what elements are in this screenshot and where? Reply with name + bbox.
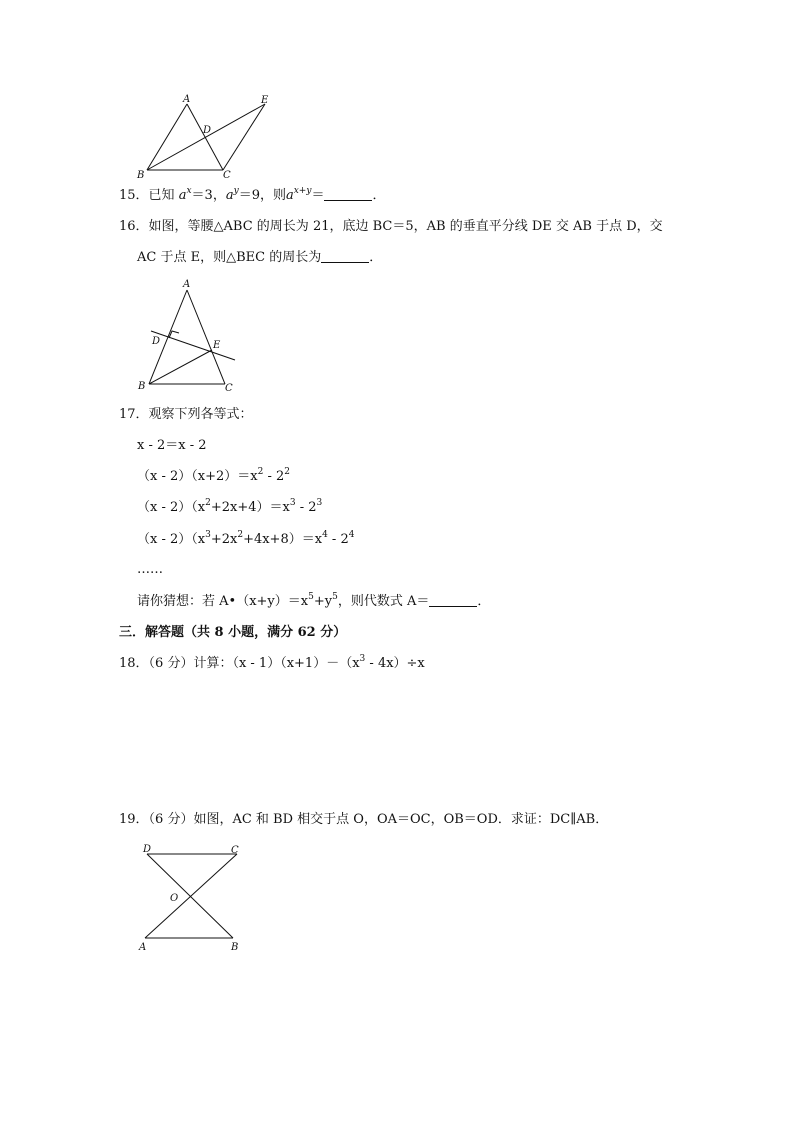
- figure-q14: [135, 92, 280, 182]
- question-15: 15．已知 $a^x=3$，$a^y=9$，则$a^{x+y}=$ ．: [119, 186, 386, 203]
- fig14-label-d: D: [203, 125, 212, 136]
- fig14-label-e: E: [261, 95, 269, 106]
- question-16-line1: 16．如图，等腰△ABC 的周长为 21，底边 BC＝5，AB 的垂直平分线 DE 交 AB 于点 D，交: [119, 219, 663, 234]
- question-16-line2: AC 于点 E，则△BEC 的周长为 ．: [137, 250, 383, 265]
- answer-blank-16: [321, 250, 369, 263]
- fig16-label-b: B: [138, 381, 146, 392]
- q17-eq4: $(x - 2)(x^3+2x^2+4x+8)=x^4 - 2^4$: [137, 530, 355, 547]
- fig16-label-a: A: [183, 279, 191, 290]
- question-17-title: 17．观察下列各等式：: [119, 407, 253, 422]
- fig16-label-e: E: [213, 340, 221, 351]
- question-19: 19．（6 分）如图，AC 和 BD 相交于点 O，OA＝OC，OB＝OD．求证：DC∥AB．: [119, 812, 609, 827]
- answer-blank-15: [324, 188, 372, 201]
- figure-q16: [135, 278, 245, 393]
- fig19-label-b: B: [231, 942, 239, 953]
- q17-eq2: $(x - 2)(x+2)=x^2 - 2^2$: [137, 467, 290, 484]
- fig19-label-o: O: [170, 893, 179, 904]
- q17-dots: ……: [137, 562, 163, 577]
- fig16-label-d: D: [152, 336, 161, 347]
- figure-q19: [135, 840, 250, 955]
- fig14-label-a: A: [183, 94, 191, 105]
- fig19-label-d: D: [143, 844, 152, 855]
- fig19-label-c: C: [231, 845, 239, 856]
- q17-eq3: $(x - 2)(x^2+2x+4)=x^3 - 2^3$: [137, 498, 323, 515]
- fig14-lines: [147, 104, 265, 170]
- fig16-label-c: C: [225, 383, 233, 394]
- question-18: 18．（6 分）计算：$(x - 1)(x+1)-(x^3 - 4x)\div x$: [119, 654, 425, 671]
- fig14-label-b: B: [137, 170, 145, 181]
- fig14-label-c: C: [223, 170, 231, 181]
- q17-guess: 请你猜想：若 $A•(x+y)=x^5+y^5$，则代数式 A＝ ．: [137, 592, 491, 609]
- section-3-title: 三．解答题（共 8 小题，满分 62 分）: [119, 625, 347, 640]
- q17-eq1: x - 2＝x - 2: [137, 438, 207, 453]
- fig19-label-a: A: [139, 942, 147, 953]
- answer-blank-17: [429, 594, 477, 607]
